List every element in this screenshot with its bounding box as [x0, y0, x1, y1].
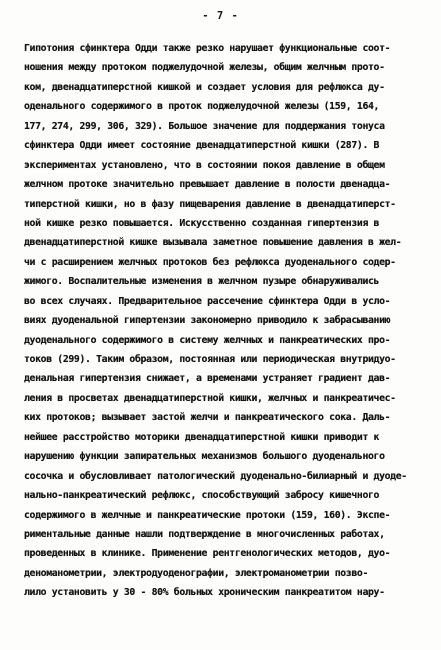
- text-line: деноманометрии, электродуоденографии, электроманометрии позво-: [24, 567, 368, 579]
- text-line: нально-панкреатический рефлюкс, способствующий забросу кишечного: [24, 490, 380, 502]
- text-line: ления в просветах двенадцатиперстной кишки, желчных и панкреатичес-: [24, 392, 396, 404]
- text-line: риментальные данные нашли подтверждение в многочисленных работах,: [24, 528, 385, 540]
- text-line: денальная гипертензия снижает, а временами устраняет градиент дав-: [24, 373, 391, 385]
- text-line: типерстной кишки, но в фазу пищеварения давление в двенадцатиперст-: [24, 198, 396, 210]
- text-line: двенадцатиперстной кишке вызывала заметное повышение давления в жел-: [24, 237, 402, 249]
- text-line: нарушению функции запирательных механизмов большого дуоденального: [24, 451, 385, 463]
- body-text: [24, 39, 424, 603]
- text-line: 177, 274, 299, 306, 329). Большое значение для поддержания тонуса: [24, 120, 385, 132]
- text-line: нейшее расстройство моторики двенадцатиперстной кишки приводит к: [24, 431, 380, 443]
- text-line: сфинктера Одди имеет состояние двенадцатиперстной кишки (287). В: [24, 140, 380, 152]
- text-line: желчном протоке значительно превышает давление в полости двенадца-: [24, 179, 391, 191]
- text-line: жимого. Воспалительные изменения в желчном пузыре обнаруживались: [24, 276, 380, 288]
- text-line: дуоденального содержимого в систему желчных и панкреатических про-: [24, 334, 391, 346]
- page-number: - 7 -: [202, 10, 239, 22]
- text-line: во всех случаях. Предварительное рассечение сфинктера Одди в усло-: [24, 295, 391, 307]
- text-line: ношения между протоком поджелудочной железы, общим желчным прото-: [24, 62, 385, 74]
- text-line: содержимого в желчные и панкреатические протоки (159, 160). Экспе-: [24, 509, 391, 521]
- text-line: чи с расширением желчных протоков без рефлюкса дуоденального содер-: [24, 256, 396, 268]
- text-line: проведенных в клинике. Применение рентгенологических методов, дуо-: [24, 548, 391, 560]
- text-line: ной кишке резко повышается. Искусственно созданная гипертензия в: [24, 217, 380, 229]
- text-line: оденального содержимого в проток поджелудочной железы (159, 164,: [24, 101, 380, 113]
- text-line: сосочка и обусловливает патологический дуоденально-билиарный и дуоде-: [24, 470, 407, 482]
- text-line: виях дуоденальной гипертензии закономерно приводило к забрасыванию: [24, 315, 391, 327]
- text-line: экспериментах установлено, что в состоянии покоя давление в общем: [24, 159, 385, 171]
- text-line: ких протоков; вызывает застой желчи и панкреатического сока. Даль-: [24, 412, 391, 424]
- text-line: Гипотония сфинктера Одди также резко нарушает функциональные соот-: [24, 43, 391, 54]
- text-line: лило установить у 30 - 80% больных хроническим панкреатитом нару-: [24, 587, 385, 599]
- text-line: токов (299). Таким образом, постоянная или периодическая внутридуо-: [24, 354, 396, 365]
- text-line: ком, двенадцатиперстной кишкой и создает условия для рефлюкса ду-: [24, 81, 385, 93]
